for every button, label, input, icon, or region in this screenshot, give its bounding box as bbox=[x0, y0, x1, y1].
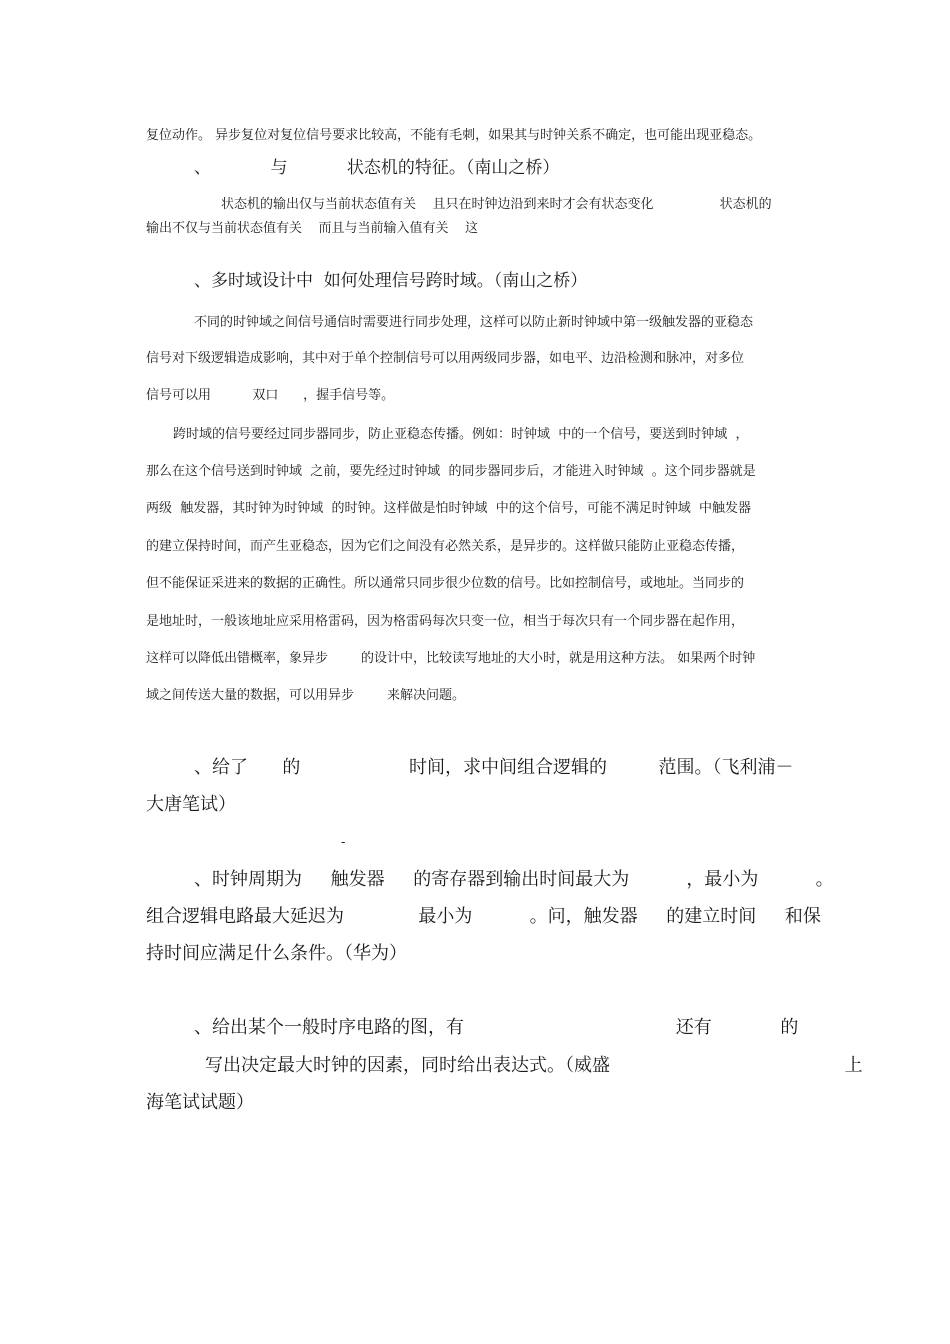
question-heading-continuation: 大唐笔试） bbox=[146, 794, 236, 815]
answer-line: 信号可以用 双口 ，握手信号等。 bbox=[146, 388, 395, 403]
question-heading-state-machine: 、 与 状态机的特征。（南山之桥） bbox=[194, 158, 560, 178]
question-heading-continuation: 持时间应满足什么条件。（华为） bbox=[146, 943, 407, 964]
question-heading-combinational-delay: 、给了 的 时间，求中间组合逻辑的 范围。（飞利浦－ bbox=[194, 757, 794, 778]
answer-line: 那么在这个信号送到时钟域 之前，要先经过时钟域 的同步器同步后，才能进入时钟域 。这个同步器就是 bbox=[146, 464, 756, 479]
answer-line: 域之间传送大量的数据，可以用异步 来解决问题。 bbox=[146, 688, 466, 703]
answer-line: 两级 触发器，其时钟为时钟域 的时钟。这样做是怕时钟域 中的这个信号，可能不满足时钟域 中触发器 bbox=[146, 501, 752, 516]
question-heading-continuation: 写出决定最大时钟的因素，同时给出表达式。（威盛 上 bbox=[205, 1055, 863, 1076]
question-heading-continuation: 海笔试试题） bbox=[146, 1092, 254, 1113]
answer-line: 的建立保持时间，而产生亚稳态，因为它们之间没有必然关系，是异步的。这样做只能防止亚稳态传播， bbox=[146, 539, 745, 554]
question-heading-clock-domain: 、多时域设计中 如何处理信号跨时域。（南山之桥） bbox=[194, 271, 588, 291]
answer-line: 输出不仅与当前状态值有关 而且与当前输入值有关 这 bbox=[146, 221, 479, 236]
question-heading-setup-hold: 、时钟周期为 触发器 的寄存器到输出时间最大为 ，最小为 。 bbox=[194, 869, 834, 890]
answer-line: 这样可以降低出错概率，象异步 的设计中，比较读写地址的大小时，就是用这种方法。 如果两个时钟 bbox=[146, 651, 756, 666]
answer-line: 跨时域的信号要经过同步器同步，防止亚稳态传播。例如：时钟域 中的一个信号，要送到时钟域 ， bbox=[173, 427, 749, 442]
answer-line: 信号对下级逻辑造成影响，其中对于单个控制信号可以用两级同步器，如电平、边沿检测和脉冲，对多位 bbox=[146, 351, 745, 366]
answer-line: 状态机的输出仅与当前状态值有关 且只在时钟边沿到来时才会有状态变化 状态机的 bbox=[221, 197, 772, 212]
question-heading-continuation: 组合逻辑电路最大延迟为 最小为 。问，触发器 的建立时间 和保 bbox=[146, 906, 821, 927]
dash-mark: - bbox=[341, 835, 346, 850]
answer-line: 但不能保证采进来的数据的正确性。所以通常只同步很少位数的信号。比如控制信号，或地址。当同步的 bbox=[146, 576, 745, 591]
question-heading-max-clock: 、给出某个一般时序电路的图，有 还有 的 bbox=[194, 1017, 799, 1038]
answer-line: 不同的时钟域之间信号通信时需要进行同步处理，这样可以防止新时钟域中第一级触发器的亚稳态 bbox=[194, 315, 754, 330]
answer-line: 是地址时，一般该地址应采用格雷码，因为格雷码每次只变一位，相当于每次只有一个同步器在起作用， bbox=[146, 614, 745, 629]
paragraph-reset-line: 复位动作。 异步复位对复位信号要求比较高，不能有毛刺，如果其与时钟关系不确定，也可能出现亚稳态。 bbox=[146, 128, 762, 143]
